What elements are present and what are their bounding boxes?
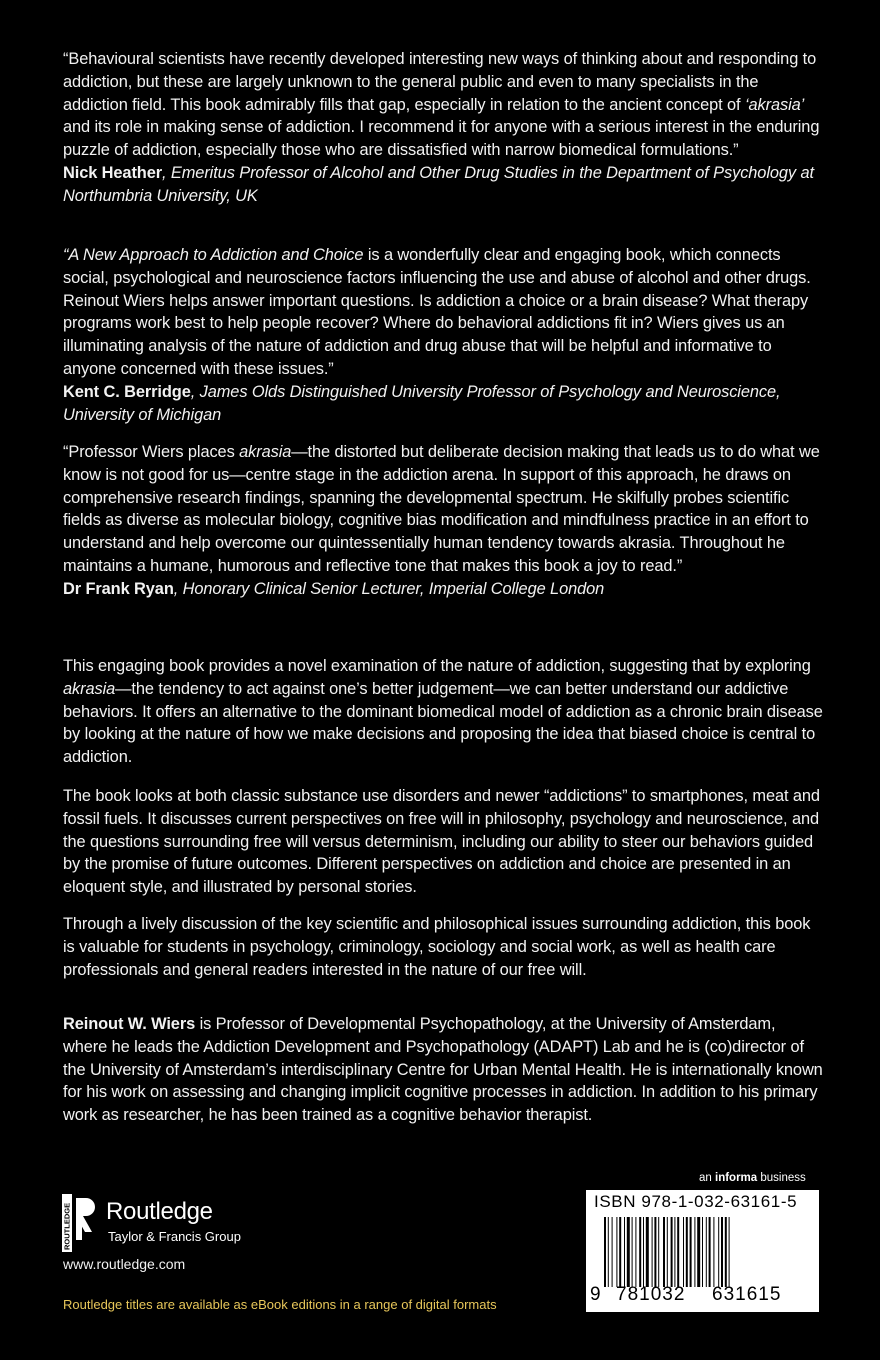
endorsement-quote: “A New Approach to Addiction and Choice is a wonderfully clear and engaging book, which connects social, psychological and neuroscience factors influencing the use and abuse of alcohol and other drugs. Reinout Wiers helps answer important questions. Is addiction a choice or a brain disease? What therapy programs work best to help people recover? Where do behavioral addictions fit in? Wiers gives us an illuminating analysis of the nature of addiction and drug abuse that will be helpful and informative to anyone concerned with these issues.”	[63, 246, 811, 378]
publisher-logo	[62, 1192, 322, 1252]
publisher-group: Taylor & Francis Group	[108, 1229, 241, 1244]
barcode-first-digit: 9	[590, 1284, 602, 1305]
description-paragraph-3: Through a lively discussion of the key scientific and philosophical issues surrounding addiction, this book is valuable for students in psychology, criminology, sociology and social work, as well as health care professionals and general readers interested in the nature of our free will.	[63, 915, 811, 979]
author-name: Reinout W. Wiers	[63, 1015, 196, 1033]
barcode-bars-icon	[604, 1217, 809, 1287]
endorsement-quote: “Behavioural scientists have recently developed interesting new ways of thinking about and responding to addiction, but these are largely unknown to the general public and even to many specialists in the addiction field. This book admirably fills that gap, especially in relation to the ancient concept of ‘akrasia’ and its role in making sense of addiction. I recommend it for anyone with a serious interest in the enduring puzzle of addiction, especially those who are dissatisfied with narrow biomedical formulations.”	[63, 50, 820, 160]
endorser-role: , Honorary Clinical Senior Lecturer, Imperial College London	[173, 579, 605, 598]
svg-text:ROUTLEDGE: ROUTLEDGE	[62, 1202, 72, 1250]
publisher-url: www.routledge.com	[63, 1256, 186, 1272]
publisher-name: Routledge	[106, 1198, 213, 1225]
isbn-barcode	[586, 1190, 819, 1312]
endorsement-1	[63, 48, 823, 208]
isbn-label: ISBN 978-1-032-63161-5	[594, 1192, 798, 1211]
endorser-name: Nick Heather	[63, 163, 163, 182]
endorsement-attribution	[63, 162, 823, 208]
informa-business-label: an informa business	[699, 1172, 806, 1184]
endorsement-quote: “Professor Wiers places akrasia—the distorted but deliberate decision making that leads us to do what we know is not good for us—centre stage in the addiction arena. In support of this approach, he draws on comprehensive research findings, spanning the developmental spectrum. He skilfully probes scientific fields as diverse as molecular biology, cognitive bias modification and mindfulness practice in an effort to understand and help overcome our quintessentially human tendency towards akrasia. Throughout he maintains a humane, humorous and reflective tone that makes this book a joy to read.”	[63, 443, 820, 575]
ebook-note: Routledge titles are available as eBook editions in a range of digital formats	[63, 1297, 497, 1312]
barcode-digit-group-2: 631615	[712, 1284, 782, 1305]
endorser-role: , Emeritus Professor of Alcohol and Other Drug Studies in the Department of Psychology at Northumbria University, UK	[63, 163, 814, 205]
endorsement-attribution	[63, 578, 823, 601]
endorsement-3	[63, 441, 823, 601]
routledge-logo-icon	[62, 1194, 98, 1252]
author-bio: Reinout W. Wiers is Professor of Developmental Psychopathology, at the University of Amsterdam, where he leads the Addiction Development and Psychopathology (ADAPT) Lab and he is (co)director of the University of Amsterdam’s interdisciplinary Centre for Urban Mental Health. He is internationally known for his work on assessing and changing implicit cognitive processes in addiction. In addition to his primary work as researcher, he has been trained as a cognitive behavior therapist.	[63, 1015, 823, 1125]
barcode-digit-group-1: 781032	[616, 1284, 686, 1305]
endorsement-attribution	[63, 381, 823, 427]
endorser-role: , James Olds Distinguished University Professor of Psychology and Neuroscience, University of Michigan	[63, 382, 781, 424]
endorser-name: Dr Frank Ryan	[63, 579, 174, 598]
endorser-name: Kent C. Berridge	[63, 382, 191, 401]
endorsement-2	[63, 244, 823, 426]
description-paragraph-1: This engaging book provides a novel examination of the nature of addiction, suggesting that by exploring akrasia—the tendency to act against one’s better judgement—we can better understand our addictive behaviors. It offers an alternative to the dominant biomedical model of addiction as a chronic brain disease by looking at the nature of how we make decisions and proposing the idea that biased choice is central to addiction.	[63, 657, 823, 767]
description-paragraph-2: The book looks at both classic substance use disorders and newer “addictions” to smartphones, meat and fossil fuels. It discusses current perspectives on free will in philosophy, psychology and neuroscience, and the questions surrounding free will versus determinism, including our ability to steer our behaviors guided by the promise of future outcomes. Different perspectives on addiction and choice are presented in an eloquent style, and illustrated by personal stories.	[63, 787, 820, 897]
